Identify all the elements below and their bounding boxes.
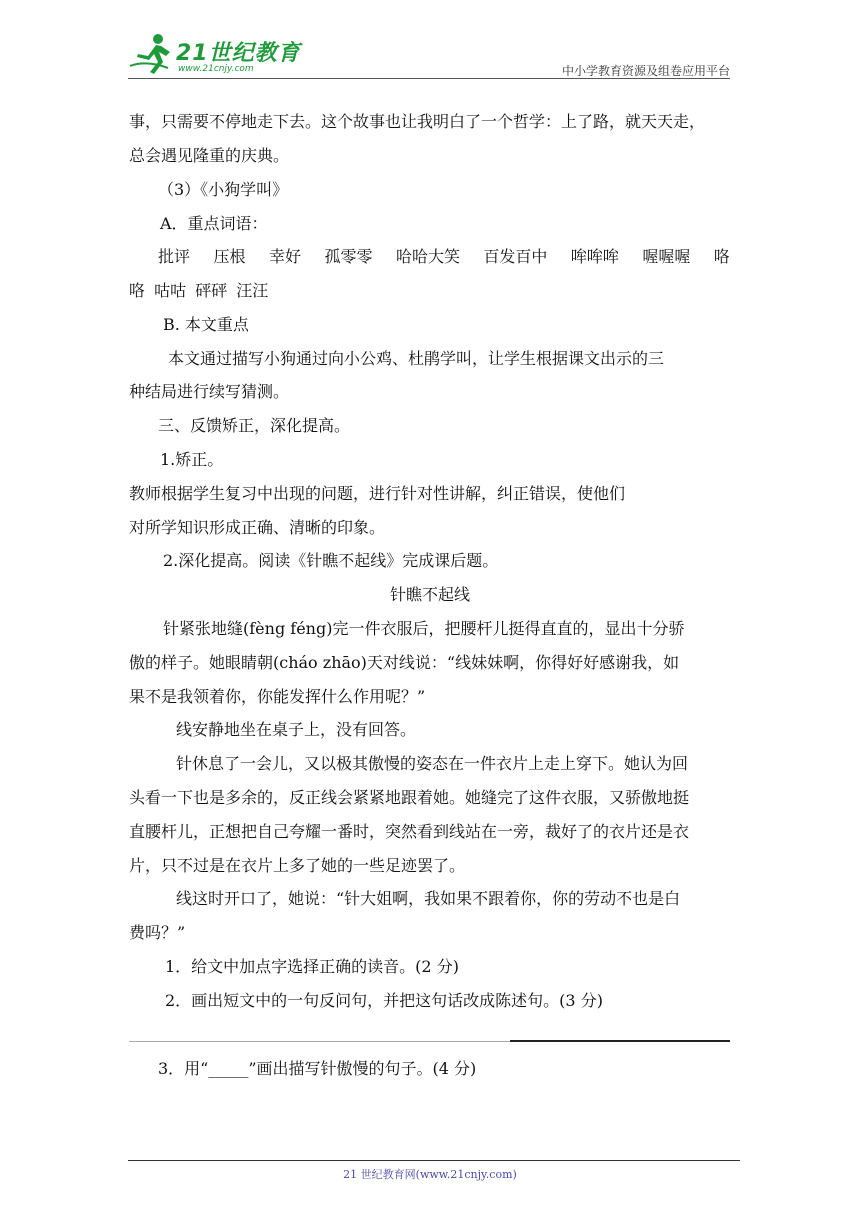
paragraph-line: 总会遇见隆重的庆典。	[129, 146, 290, 165]
story-title: 针瞧不起线	[389, 585, 470, 604]
keyword: 哞哞哞	[570, 247, 619, 266]
question: 2．画出短文中的一句反问句，并把这句话改成陈述句。(3 分)	[165, 991, 603, 1010]
logo-url: www.21cnjy.com	[178, 64, 254, 74]
keyword: 咯	[713, 247, 730, 266]
keyword: 百发百中	[483, 247, 548, 266]
page-footer: 21 世纪教育网(www.21cnjy.com)	[343, 1168, 517, 1181]
question: 1．给文中加点字选择正确的读音。(2 分)	[165, 957, 459, 976]
paragraph-line: 2.深化提高。阅读《针瞧不起线》完成课后题。	[163, 551, 499, 570]
keyword: 哈哈大笑	[395, 247, 460, 266]
site-logo	[128, 30, 328, 78]
story-line: 针紧张地缝(fèng féng)完一件衣服后，把腰杆儿挺得直直的，显出十分骄	[163, 619, 685, 638]
keyword: 幸好	[268, 247, 301, 266]
paragraph-line: 事，只需要不停地走下去。这个故事也让我明白了一个哲学：上了路，就天天走，	[129, 112, 706, 131]
story-line: 傲的样子。她眼睛朝(cháo zhāo)天对线说：“线妹妹啊，你得好好感谢我，如	[129, 653, 680, 672]
subheading: B. 本文重点	[163, 315, 249, 334]
story-line: 费吗？”	[129, 923, 186, 942]
paragraph-line: 教师根据学生复习中出现的问题，进行针对性讲解，纠正错误，使他们	[129, 484, 626, 503]
footer-divider	[128, 1160, 740, 1161]
section-heading: （3）《小狗学叫》	[158, 180, 289, 199]
header-divider	[128, 78, 730, 79]
answer-line-emphasis	[510, 1040, 730, 1042]
keyword-list-continued: 咯 咕咕 砰砰 汪汪	[129, 281, 269, 300]
keyword-list	[158, 247, 730, 267]
story-line: 针休息了一会儿，又以极其傲慢的姿态在一件衣片上走上穿下。她认为回	[176, 754, 689, 773]
subheading: 1.矫正。	[160, 450, 224, 469]
platform-name: 中小学教育资源及组卷应用平台	[561, 64, 730, 78]
story-line: 片，只不过是在衣片上多了她的一些足迹罢了。	[129, 856, 466, 875]
story-line: 头看一下也是多余的，反正线会紧紧地跟着她。她缝完了这件衣服，又骄傲地挺	[129, 788, 690, 807]
paragraph-line: 种结局进行续写猜测。	[129, 382, 290, 401]
story-line: 线这时开口了，她说：“针大姐啊，我如果不跟着你，你的劳动不也是白	[176, 889, 681, 908]
keyword: 压根	[213, 247, 246, 266]
question: 3．用“_____”画出描写针傲慢的句子。(4 分)	[158, 1059, 477, 1078]
keyword: 批评	[158, 247, 191, 266]
story-line: 果不是我领着你，你能发挥什么作用呢？”	[129, 687, 426, 706]
keyword: 孤零零	[324, 247, 373, 266]
story-line: 线安静地坐在桌子上，没有回答。	[176, 720, 417, 739]
keyword: 喔喔喔	[642, 247, 691, 266]
section-heading: 三、反馈矫正，深化提高。	[158, 416, 351, 435]
subheading: A．重点词语：	[160, 214, 268, 233]
story-line: 直腰杆儿，正想把自己夸耀一番时，突然看到线站在一旁，裁好了的衣片还是衣	[129, 822, 690, 841]
paragraph-line: 本文通过描写小狗通过向小公鸡、杜鹃学叫，让学生根据课文出示的三	[168, 349, 665, 368]
logo-text: 21世纪教育	[176, 41, 301, 66]
paragraph-line: 对所学知识形成正确、清晰的印象。	[129, 518, 386, 537]
runner-logo-icon	[128, 32, 174, 76]
page-header	[128, 30, 730, 80]
